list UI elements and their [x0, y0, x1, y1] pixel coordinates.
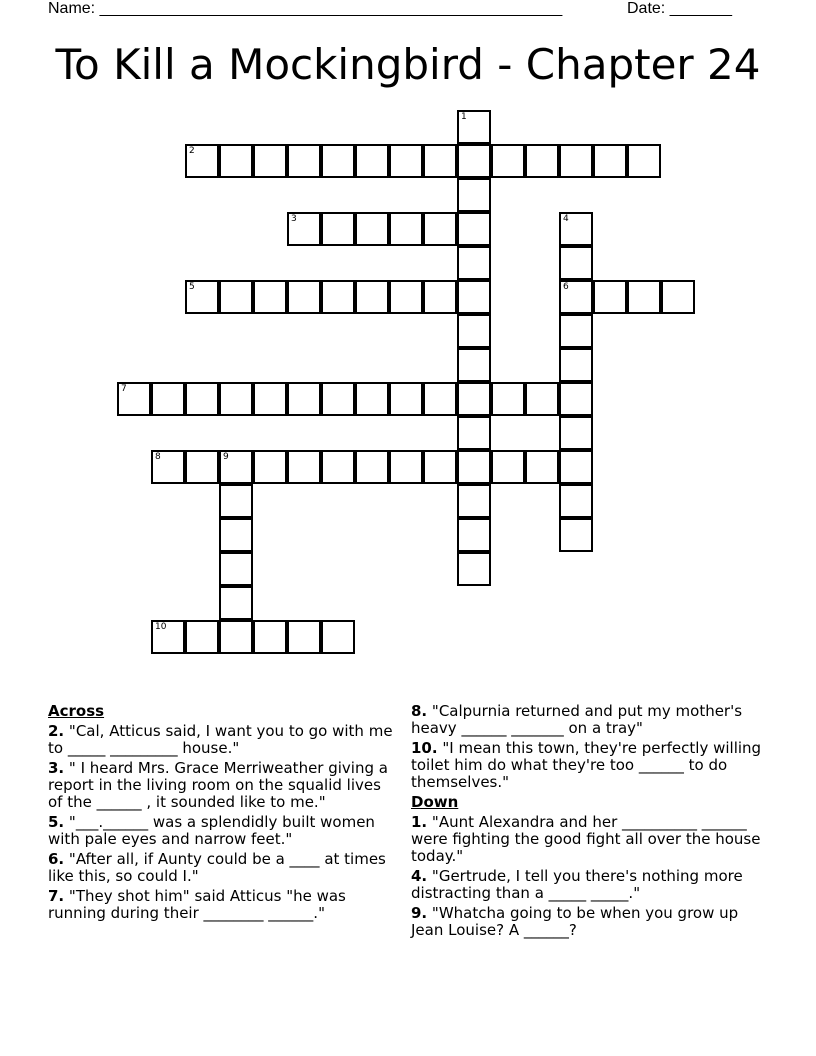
- grid-cell[interactable]: [219, 620, 253, 654]
- grid-cell[interactable]: [525, 450, 559, 484]
- grid-cell[interactable]: [321, 450, 355, 484]
- grid-cell[interactable]: [321, 144, 355, 178]
- grid-cell[interactable]: [525, 144, 559, 178]
- grid-cell[interactable]: [457, 280, 491, 314]
- down-heading: Down: [411, 793, 459, 811]
- grid-cell[interactable]: [559, 450, 593, 484]
- grid-cell[interactable]: [253, 382, 287, 416]
- grid-cell[interactable]: [559, 416, 593, 450]
- cell-number: 5: [189, 282, 195, 292]
- grid-cell[interactable]: [457, 212, 491, 246]
- grid-cell[interactable]: [253, 280, 287, 314]
- grid-cell[interactable]: [287, 280, 321, 314]
- clue-down-4: 4. "Gertrude, I tell you there's nothing more distracting than a _____ _____.": [411, 867, 743, 902]
- grid-cell[interactable]: [287, 450, 321, 484]
- grid-cell[interactable]: [559, 484, 593, 518]
- grid-cell[interactable]: [219, 484, 253, 518]
- grid-cell[interactable]: [355, 382, 389, 416]
- grid-cell[interactable]: [389, 382, 423, 416]
- grid-cell[interactable]: [355, 280, 389, 314]
- clue-down-1: 1. "Aunt Alexandra and her __________ ______ were fighting the good fight all over the house today.": [411, 813, 761, 865]
- grid-cell[interactable]: [287, 212, 321, 246]
- grid-cell[interactable]: [559, 348, 593, 382]
- clues-left-column: [48, 703, 400, 925]
- grid-cell[interactable]: [423, 144, 457, 178]
- grid-cell[interactable]: [287, 620, 321, 654]
- grid-cell[interactable]: [389, 280, 423, 314]
- grid-cell[interactable]: [491, 382, 525, 416]
- clue-down-9: 9. "Whatcha going to be when you grow up Jean Louise? A ______?: [411, 904, 739, 939]
- clue-across-3: 3. " I heard Mrs. Grace Merriweather giving a report in the living room on the squalid lives of the ______ , it sounded like to me.": [48, 759, 388, 811]
- grid-cell[interactable]: [457, 416, 491, 450]
- clue-across-8: 8. "Calpurnia returned and put my mother's heavy ______ _______ on a tray": [411, 702, 743, 737]
- name-field-label: Name: ____________________________________________________: [48, 0, 563, 17]
- grid-cell[interactable]: [389, 450, 423, 484]
- grid-cell[interactable]: [287, 144, 321, 178]
- grid-cell[interactable]: [355, 212, 389, 246]
- grid-cell[interactable]: [559, 314, 593, 348]
- grid-cell[interactable]: [253, 144, 287, 178]
- grid-cell[interactable]: [389, 212, 423, 246]
- clue-across-10: 10. "I mean this town, they're perfectly willing toilet him do what they're too ______ to do themselves.": [411, 739, 762, 791]
- grid-cell[interactable]: [559, 246, 593, 280]
- grid-cell[interactable]: [457, 178, 491, 212]
- grid-cell[interactable]: [457, 518, 491, 552]
- grid-cell[interactable]: [423, 382, 457, 416]
- grid-cell[interactable]: [593, 280, 627, 314]
- grid-cell[interactable]: [457, 450, 491, 484]
- grid-cell[interactable]: [525, 382, 559, 416]
- cell-number: 2: [189, 146, 195, 156]
- grid-cell[interactable]: [151, 450, 185, 484]
- cell-number: 10: [155, 622, 167, 632]
- grid-cell[interactable]: [457, 484, 491, 518]
- grid-cell[interactable]: [321, 620, 355, 654]
- grid-cell[interactable]: [627, 144, 661, 178]
- grid-cell[interactable]: [457, 382, 491, 416]
- grid-cell[interactable]: [457, 110, 491, 144]
- grid-cell[interactable]: [457, 314, 491, 348]
- grid-cell[interactable]: [559, 280, 593, 314]
- cell-number: 4: [563, 214, 569, 224]
- clue-across-6: 6. "After all, if Aunty could be a ____ at times like this, so could I.": [48, 850, 386, 885]
- grid-cell[interactable]: [185, 144, 219, 178]
- clue-across-5: 5. "___.______ was a splendidly built women with pale eyes and narrow feet.": [48, 813, 375, 848]
- page-title: To Kill a Mockingbird - Chapter 24: [55, 40, 761, 89]
- grid-cell[interactable]: [219, 518, 253, 552]
- grid-cell[interactable]: [321, 280, 355, 314]
- grid-cell[interactable]: [559, 144, 593, 178]
- grid-cell[interactable]: [491, 144, 525, 178]
- grid-cell[interactable]: [423, 212, 457, 246]
- clue-across-2: 2. "Cal, Atticus said, I want you to go with me to _____ _________ house.": [48, 722, 393, 757]
- grid-cell[interactable]: [355, 144, 389, 178]
- grid-cell[interactable]: [219, 280, 253, 314]
- clues-right-column: [411, 703, 771, 942]
- grid-cell[interactable]: [423, 450, 457, 484]
- cell-number: 3: [291, 214, 297, 224]
- grid-cell[interactable]: [151, 620, 185, 654]
- grid-cell[interactable]: [423, 280, 457, 314]
- grid-cell[interactable]: [457, 144, 491, 178]
- grid-cell[interactable]: [219, 586, 253, 620]
- grid-cell[interactable]: [219, 450, 253, 484]
- grid-cell[interactable]: [219, 552, 253, 586]
- grid-cell[interactable]: [219, 382, 253, 416]
- grid-cell[interactable]: [185, 280, 219, 314]
- grid-cell[interactable]: [661, 280, 695, 314]
- grid-cell[interactable]: [287, 382, 321, 416]
- grid-cell[interactable]: [185, 382, 219, 416]
- date-field-label: Date: _______: [627, 0, 732, 17]
- grid-cell[interactable]: [321, 212, 355, 246]
- grid-cell[interactable]: [491, 450, 525, 484]
- grid-cell[interactable]: [457, 246, 491, 280]
- cell-number: 7: [121, 384, 127, 394]
- grid-cell[interactable]: [185, 450, 219, 484]
- grid-cell[interactable]: [253, 620, 287, 654]
- cell-number: 6: [563, 282, 569, 292]
- grid-cell[interactable]: [219, 144, 253, 178]
- cell-number: 9: [223, 452, 229, 462]
- cell-number: 8: [155, 452, 161, 462]
- across-heading: Across: [48, 702, 105, 720]
- grid-cell[interactable]: [117, 382, 151, 416]
- grid-cell[interactable]: [389, 144, 423, 178]
- grid-cell[interactable]: [559, 518, 593, 552]
- clue-across-7: 7. "They shot him" said Atticus "he was running during their ________ ______.": [48, 887, 346, 922]
- grid-cell[interactable]: [559, 212, 593, 246]
- grid-cell[interactable]: [253, 450, 287, 484]
- grid-cell[interactable]: [593, 144, 627, 178]
- grid-cell[interactable]: [151, 382, 185, 416]
- grid-cell[interactable]: [355, 450, 389, 484]
- cell-number: 1: [461, 112, 467, 122]
- grid-cell[interactable]: [185, 620, 219, 654]
- grid-cell[interactable]: [321, 382, 355, 416]
- grid-cell[interactable]: [559, 382, 593, 416]
- grid-cell[interactable]: [457, 552, 491, 586]
- grid-cell[interactable]: [457, 348, 491, 382]
- grid-cell[interactable]: [627, 280, 661, 314]
